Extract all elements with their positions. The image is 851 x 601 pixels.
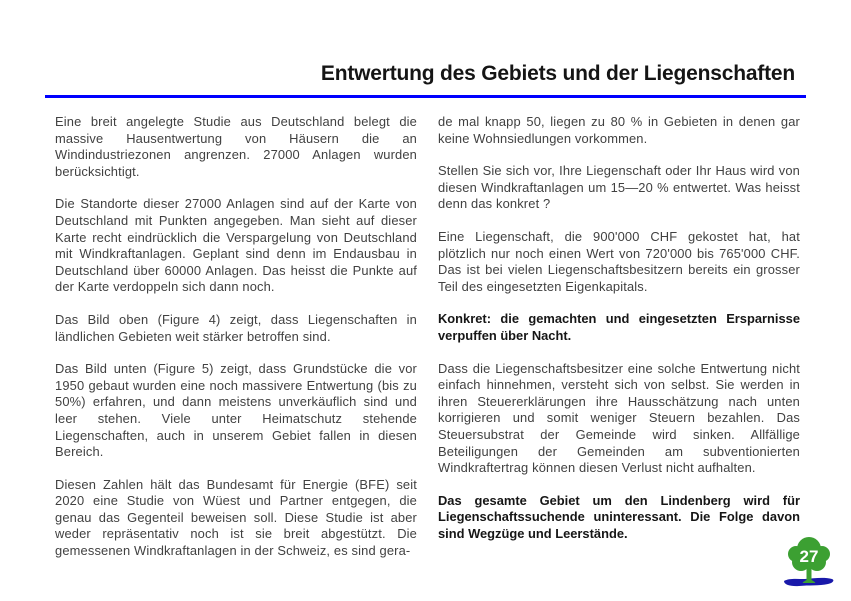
left-column [55,114,417,576]
right-column [438,114,800,576]
paragraph: de mal knapp 50, liegen zu 80 % in Gebieten in denen gar keine Wohnsiedlungen vorkommen. [438,114,800,146]
paragraph: Eine Liegenschaft, die 900'000 CHF gekostet hat, hat plötzlich nur noch einen Wert von 720'000 bis 765'000 CHF. Das ist bei vielen Liegenschaftsbesitzern bereits ein grosser Teil des eingesetzten Eigenkapitals. [438,228,800,294]
paragraph: Eine breit angelegte Studie aus Deutschland belegt die massive Hausentwertung von Häusern die an Windindustriezonen angrenzen. 27000 Anlagen wurden berücksichtigt. [55,114,417,179]
paragraph: Das Bild oben (Figure 4) zeigt, dass Liegenschaften in ländlichen Gebieten weit stärker betroffen sind. [55,311,417,344]
tree-icon [781,534,837,590]
page-number: 27 [799,547,819,566]
paragraph: Dass die Liegenschaftsbesitzer eine solche Entwertung nicht einfach hinnehmen, versteht sich von selbst. Sie werden in ihren Steuererklärungen ihre Hausschätzung nach unten korrigieren und somit weniger Steuern bezahlen. Das Steuersubstrat der Gemeinde wird sinken. Allfällige Beteiligungen der Gemeinden am subventionierten Windkraftertrag können diesen Verlust nicht aufhalten. [438,360,800,476]
paragraph: Stellen Sie sich vor, Ihre Liegenschaft oder Ihr Haus wird von diesen Windkraftanlagen um 15—20 % entwertet. Was heisst denn das konkret ? [438,163,800,212]
paragraph: Diesen Zahlen hält das Bundesamt für Energie (BFE) seit 2020 eine Studie von Wüest und Partner entgegen, die genau das Gegenteil beweisen soll. Diese Studie ist aber weder repräsentativ noch ist sie breit abgestützt. Die gemessenen Windkraftanlagen in der Schweiz, es sind gera- [55,476,417,559]
page-number-badge [781,534,837,590]
paragraph: Die Standorte dieser 27000 Anlagen sind auf der Karte von Deutschland mit Punkten angegeben. Man sieht auf dieser Karte recht eindrücklich die Verspargelung von Deutschland mit Windkraftanlagen. Geplant sind denn im Endausbau in Deutschland über 60000 Anlagen. Das heisst die Punkte auf der Karte verdoppeln sich dann noch. [55,196,417,295]
paragraph-emphasis: Konkret: die gemachten und eingesetzten Ersparnisse verpuffen über Nacht. [438,311,800,343]
paragraph-emphasis: Das gesamte Gebiet um den Lindenberg wird für Liegenschaftssuchende uninteressant. Die Folge davon sind Wegzüge und Leerstände. [438,492,800,541]
paragraph: Das Bild unten (Figure 5) zeigt, dass Grundstücke die vor 1950 gebaut wurden eine noch massivere Entwertung (bis zu 50%) erfahren, und dann meistens unverkäuflich sind und leer stehen. Viele unter Heimatschutz stehende Liegenschaften, auch in unserem Gebiet fallen in diesen Bereich. [55,361,417,460]
page-title: Entwertung des Gebiets und der Liegenschaften [320,62,795,85]
two-column-body [0,98,851,576]
